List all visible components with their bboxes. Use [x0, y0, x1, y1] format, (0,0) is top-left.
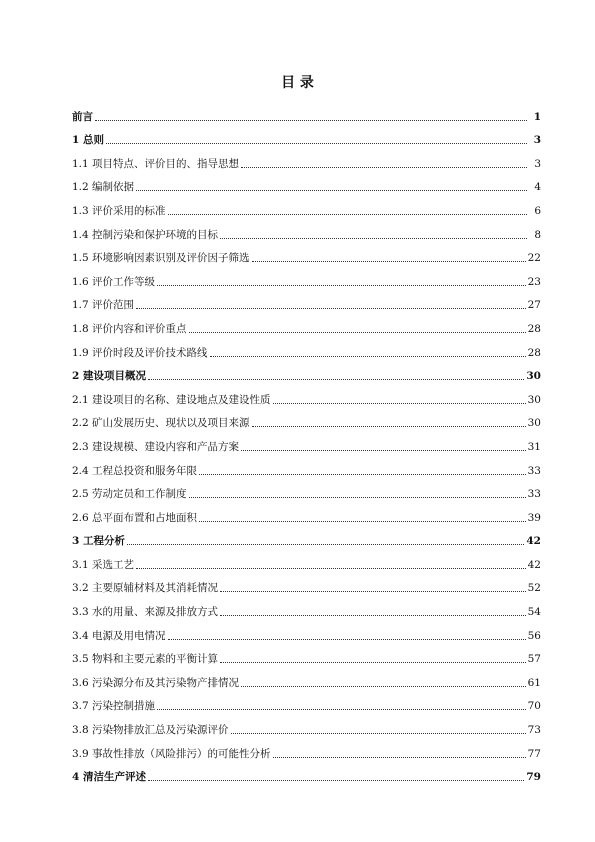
toc-entry-label: 1.4 控制污染和保护环境的目标: [72, 228, 219, 241]
dot-leader: [168, 214, 527, 215]
toc-entry-page-number: 30: [527, 393, 541, 406]
dot-leader: [199, 521, 526, 522]
toc-entry-label: 2.4 工程总投资和服务年限: [72, 464, 198, 477]
toc-entry-label: 1.7 评价范围: [72, 299, 135, 312]
toc-entry[interactable]: [72, 478, 541, 502]
dot-leader: [127, 544, 524, 545]
dot-leader: [231, 733, 526, 734]
dot-leader: [157, 709, 526, 710]
toc-entry[interactable]: [72, 407, 541, 431]
toc-entry-page-number: 6: [534, 204, 541, 217]
toc-entry-page-number: 30: [526, 370, 541, 383]
toc-entry[interactable]: [72, 171, 541, 195]
toc-entry-label: 2.5 劳动定员和工作制度: [72, 488, 187, 501]
toc-entry-label: 1.9 评价时段及评价技术路线: [72, 346, 208, 359]
toc-entry[interactable]: [72, 100, 541, 124]
toc-entry[interactable]: [72, 643, 541, 667]
toc-entry-page-number: 33: [527, 488, 541, 501]
dot-leader: [220, 662, 526, 663]
toc-entry-label: 2.2 矿山发展历史、现状以及项目来源: [72, 417, 250, 430]
dot-leader: [220, 238, 527, 239]
toc-entry[interactable]: [72, 336, 541, 360]
toc-entry-page-number: 42: [527, 558, 541, 571]
toc-entry[interactable]: [72, 360, 541, 384]
toc-entry-page-number: 56: [527, 629, 541, 642]
dot-leader: [148, 379, 524, 380]
dot-leader: [95, 120, 527, 121]
dot-leader: [189, 332, 526, 333]
toc-entry-page-number: 77: [527, 747, 541, 760]
toc-entry-label: 3.8 污染物排放汇总及污染源评价: [72, 724, 229, 737]
toc-entry[interactable]: [72, 194, 541, 218]
toc-entry-page-number: 31: [527, 440, 541, 453]
toc-entry-label: 3.4 电源及用电情况: [72, 629, 166, 642]
toc-entry-page-number: 54: [527, 606, 541, 619]
dot-leader: [199, 474, 526, 475]
toc-entry[interactable]: [72, 218, 541, 242]
toc-entry-label: 3.9 事故性排放（风险排污）的可能性分析: [72, 747, 271, 760]
toc-entry[interactable]: [72, 737, 541, 761]
toc-entry-label: 1.6 评价工作等级: [72, 275, 156, 288]
dot-leader: [168, 639, 526, 640]
toc-entry-label: 2.6 总平面布置和占地面积: [72, 511, 198, 524]
dot-leader: [220, 615, 526, 616]
toc-entry-page-number: 57: [527, 653, 541, 666]
toc-entry-label: 3 工程分析: [72, 535, 125, 548]
toc-entry[interactable]: [72, 619, 541, 643]
toc-entry-label: 1.5 环境影响因素识别及评价因子筛选: [72, 252, 250, 265]
toc-entry[interactable]: [72, 666, 541, 690]
dot-leader: [106, 143, 527, 144]
toc-entry-label: 3.2 主要原辅材料及其消耗情况: [72, 582, 219, 595]
toc-entry-page-number: 33: [527, 464, 541, 477]
dot-leader: [252, 426, 526, 427]
toc-entry[interactable]: [72, 595, 541, 619]
dot-leader: [220, 591, 526, 592]
toc-entry-label: 1.2 编制依据: [72, 181, 135, 194]
toc-entry[interactable]: [72, 430, 541, 454]
toc-entry-label: 1 总则: [72, 134, 104, 147]
toc-entry-label: 3.3 水的用量、来源及排放方式: [72, 606, 219, 619]
toc-entry-label: 1.8 评价内容和评价重点: [72, 322, 187, 335]
toc-entry[interactable]: [72, 242, 541, 266]
toc-entry[interactable]: [72, 147, 541, 171]
toc-entry-label: 3.7 污染控制措施: [72, 700, 156, 713]
toc-entry-page-number: 4: [534, 181, 541, 194]
toc-entry[interactable]: [72, 690, 541, 714]
table-of-contents: [72, 100, 541, 784]
toc-entry[interactable]: [72, 454, 541, 478]
dot-leader: [189, 497, 526, 498]
toc-entry-page-number: 3: [533, 134, 541, 147]
toc-entry-label: 2.1 建设项目的名称、建设地点及建设性质: [72, 393, 271, 406]
toc-entry[interactable]: [72, 761, 541, 785]
toc-entry-label: 4 清洁生产评述: [72, 771, 146, 784]
toc-entry[interactable]: [72, 383, 541, 407]
toc-entry-page-number: 27: [527, 299, 541, 312]
toc-entry-page-number: 3: [534, 157, 541, 170]
toc-entry-label: 3.6 污染源分布及其污染物产排情况: [72, 676, 240, 689]
toc-entry-page-number: 1: [533, 110, 541, 123]
toc-title: 目 录: [281, 75, 314, 91]
toc-entry-page-number: 42: [526, 535, 541, 548]
toc-entry-page-number: 28: [527, 346, 541, 359]
dot-leader: [241, 686, 526, 687]
toc-entry-label: 2.3 建设规模、建设内容和产品方案: [72, 440, 240, 453]
toc-entry[interactable]: [72, 289, 541, 313]
toc-entry-page-number: 30: [527, 417, 541, 430]
dot-leader: [136, 190, 527, 191]
dot-leader: [136, 308, 526, 309]
toc-entry-page-number: 70: [527, 700, 541, 713]
toc-entry[interactable]: [72, 713, 541, 737]
toc-entry[interactable]: [72, 572, 541, 596]
toc-entry-page-number: 8: [534, 228, 541, 241]
dot-leader: [136, 568, 526, 569]
dot-leader: [273, 403, 526, 404]
toc-entry-label: 3.5 物料和主要元素的平衡计算: [72, 653, 219, 666]
toc-entry[interactable]: [72, 124, 541, 148]
toc-entry-page-number: 52: [527, 582, 541, 595]
toc-entry-label: 1.1 项目特点、评价目的、指导思想: [72, 157, 240, 170]
toc-entry-page-number: 73: [527, 724, 541, 737]
dot-leader: [210, 356, 526, 357]
dot-leader: [148, 780, 524, 781]
toc-entry-page-number: 79: [526, 771, 541, 784]
toc-entry-page-number: 39: [527, 511, 541, 524]
toc-entry-page-number: 28: [527, 322, 541, 335]
toc-entry-label: 1.3 评价采用的标准: [72, 204, 166, 217]
toc-entry-page-number: 61: [527, 676, 541, 689]
toc-entry[interactable]: [72, 501, 541, 525]
dot-leader: [241, 450, 526, 451]
toc-entry[interactable]: [72, 548, 541, 572]
toc-entry-label: 3.1 采选工艺: [72, 558, 135, 571]
toc-entry-label: 2 建设项目概况: [72, 370, 146, 383]
dot-leader: [241, 167, 527, 168]
dot-leader: [157, 285, 526, 286]
toc-entry[interactable]: [72, 265, 541, 289]
toc-entry[interactable]: [72, 525, 541, 549]
dot-leader: [252, 261, 526, 262]
toc-entry-page-number: 23: [527, 275, 541, 288]
toc-entry-label: 前言: [72, 110, 93, 123]
toc-entry[interactable]: [72, 312, 541, 336]
toc-entry-page-number: 22: [527, 252, 541, 265]
dot-leader: [273, 757, 526, 758]
